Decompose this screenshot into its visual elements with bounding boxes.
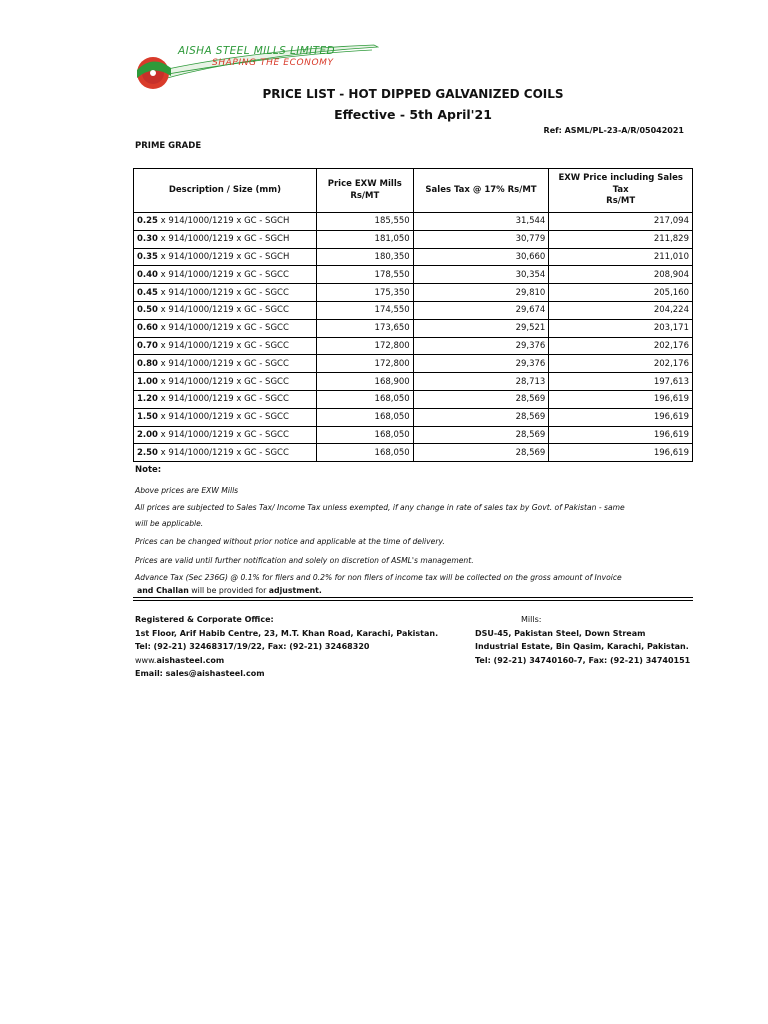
total-cell: 217,094 xyxy=(549,213,693,231)
table-row xyxy=(134,319,693,337)
table-header-row xyxy=(134,169,693,213)
size-cell: 0.30 x 914/1000/1219 x GC - SGCH xyxy=(134,230,317,248)
office-email[interactable]: Email: sales@aishasteel.com xyxy=(135,669,265,678)
price-cell: 168,050 xyxy=(316,426,413,444)
header-sales-tax: Sales Tax @ 17% Rs/MT xyxy=(413,169,549,213)
effective-date: Effective - 5th April'21 xyxy=(334,107,492,122)
size-cell: 0.60 x 914/1000/1219 x GC - SGCC xyxy=(134,319,317,337)
table-row xyxy=(134,373,693,391)
table-row xyxy=(134,390,693,408)
table-row xyxy=(134,266,693,284)
price-cell: 181,050 xyxy=(316,230,413,248)
company-tagline: SHAPING THE ECONOMY xyxy=(212,58,334,68)
adjustment-note: and Challan will be provided for adjustment. xyxy=(137,586,322,595)
total-cell: 205,160 xyxy=(549,284,693,302)
reference-number: Ref: ASML/PL-23-A/R/05042021 xyxy=(543,126,684,135)
tax-cell: 28,569 xyxy=(413,444,549,462)
header-price-exw: Price EXW Mills Rs/MT xyxy=(316,169,413,213)
table-row xyxy=(134,444,693,462)
tax-cell: 28,569 xyxy=(413,426,549,444)
total-cell: 208,904 xyxy=(549,266,693,284)
total-cell: 202,176 xyxy=(549,337,693,355)
header-exw-incl-tax: EXW Price including Sales Tax Rs/MT xyxy=(549,169,693,213)
note-line: Above prices are EXW Mills xyxy=(135,486,239,495)
total-cell: 211,829 xyxy=(549,230,693,248)
price-cell: 174,550 xyxy=(316,301,413,319)
tax-cell: 30,354 xyxy=(413,266,549,284)
office-phone: Tel: (92-21) 32468317/19/22, Fax: (92-21) 32468320 xyxy=(135,642,370,651)
note-line: will be applicable. xyxy=(135,519,204,528)
total-cell: 196,619 xyxy=(549,426,693,444)
price-cell: 168,050 xyxy=(316,444,413,462)
size-cell: 1.00 x 914/1000/1219 x GC - SGCC xyxy=(134,373,317,391)
mills-phone: Tel: (92-21) 34740160-7, Fax: (92-21) 34740151 xyxy=(475,655,691,665)
mills-line: Industrial Estate, Bin Qasim, Karachi, Pakistan. xyxy=(475,642,689,651)
notes-heading: Note: xyxy=(135,465,162,475)
office-heading: Registered & Corporate Office: xyxy=(135,615,274,624)
price-cell: 175,350 xyxy=(316,284,413,302)
tax-cell: 31,544 xyxy=(413,213,549,231)
table-row xyxy=(134,248,693,266)
company-name: AISHA STEEL MILLS LIMITED xyxy=(178,45,335,57)
price-cell: 178,550 xyxy=(316,266,413,284)
mills-address xyxy=(475,613,690,667)
size-cell: 0.25 x 914/1000/1219 x GC - SGCH xyxy=(134,213,317,231)
price-cell: 185,550 xyxy=(316,213,413,231)
tax-cell: 30,779 xyxy=(413,230,549,248)
grade-label: PRIME GRADE xyxy=(135,141,202,151)
tax-cell: 29,810 xyxy=(413,284,549,302)
price-cell: 172,800 xyxy=(316,337,413,355)
size-cell: 0.35 x 914/1000/1219 x GC - SGCH xyxy=(134,248,317,266)
total-cell: 211,010 xyxy=(549,248,693,266)
table-row xyxy=(134,213,693,231)
note-line: Prices are valid until further notification and solely on discretion of ASML's management. xyxy=(135,556,474,565)
size-cell: 2.50 x 914/1000/1219 x GC - SGCC xyxy=(134,444,317,462)
table-row xyxy=(134,284,693,302)
note-line: All prices are subjected to Sales Tax/ Income Tax unless exempted, if any change in rate of sales tax by Govt. of Pakistan - same xyxy=(135,503,625,512)
mills-heading: Mills: xyxy=(521,615,542,624)
price-cell: 180,350 xyxy=(316,248,413,266)
price-cell: 168,050 xyxy=(316,390,413,408)
size-cell: 1.20 x 914/1000/1219 x GC - SGCC xyxy=(134,390,317,408)
mills-line: DSU-45, Pakistan Steel, Down Stream xyxy=(475,628,646,638)
table-row xyxy=(134,230,693,248)
total-cell: 196,619 xyxy=(549,390,693,408)
tax-cell: 29,376 xyxy=(413,337,549,355)
corporate-office-address xyxy=(135,613,438,681)
table-row xyxy=(134,426,693,444)
table-row xyxy=(134,408,693,426)
size-cell: 2.00 x 914/1000/1219 x GC - SGCC xyxy=(134,426,317,444)
header-description: Description / Size (mm) xyxy=(134,169,317,213)
size-cell: 0.40 x 914/1000/1219 x GC - SGCC xyxy=(134,266,317,284)
tax-cell: 28,569 xyxy=(413,408,549,426)
price-cell: 168,900 xyxy=(316,373,413,391)
size-cell: 0.70 x 914/1000/1219 x GC - SGCC xyxy=(134,337,317,355)
price-table xyxy=(133,168,693,462)
price-cell: 168,050 xyxy=(316,408,413,426)
note-line: Prices can be changed without prior notice and applicable at the time of delivery. xyxy=(135,537,445,546)
table-row xyxy=(134,337,693,355)
total-cell: 197,613 xyxy=(549,373,693,391)
total-cell: 204,224 xyxy=(549,301,693,319)
total-cell: 203,171 xyxy=(549,319,693,337)
tax-cell: 29,521 xyxy=(413,319,549,337)
table-row xyxy=(134,355,693,373)
price-cell: 172,800 xyxy=(316,355,413,373)
size-cell: 0.80 x 914/1000/1219 x GC - SGCC xyxy=(134,355,317,373)
divider xyxy=(133,600,693,601)
office-line: 1st Floor, Arif Habib Centre, 23, M.T. Khan Road, Karachi, Pakistan. xyxy=(135,628,439,638)
office-website[interactable]: www.aishasteel.com xyxy=(135,655,225,665)
size-cell: 0.45 x 914/1000/1219 x GC - SGCC xyxy=(134,284,317,302)
tax-cell: 29,376 xyxy=(413,355,549,373)
size-cell: 0.50 x 914/1000/1219 x GC - SGCC xyxy=(134,301,317,319)
total-cell: 202,176 xyxy=(549,355,693,373)
price-cell: 173,650 xyxy=(316,319,413,337)
tax-cell: 28,569 xyxy=(413,390,549,408)
tax-cell: 29,674 xyxy=(413,301,549,319)
tax-cell: 30,660 xyxy=(413,248,549,266)
tax-cell: 28,713 xyxy=(413,373,549,391)
total-cell: 196,619 xyxy=(549,444,693,462)
divider xyxy=(133,597,693,598)
table-row xyxy=(134,301,693,319)
size-cell: 1.50 x 914/1000/1219 x GC - SGCC xyxy=(134,408,317,426)
total-cell: 196,619 xyxy=(549,408,693,426)
note-line: Advance Tax (Sec 236G) @ 0.1% for filers and 0.2% for non filers of income tax will be collected on the gross amount of Invoice xyxy=(135,573,622,582)
page-title: PRICE LIST - HOT DIPPED GALVANIZED COILS xyxy=(262,87,564,101)
